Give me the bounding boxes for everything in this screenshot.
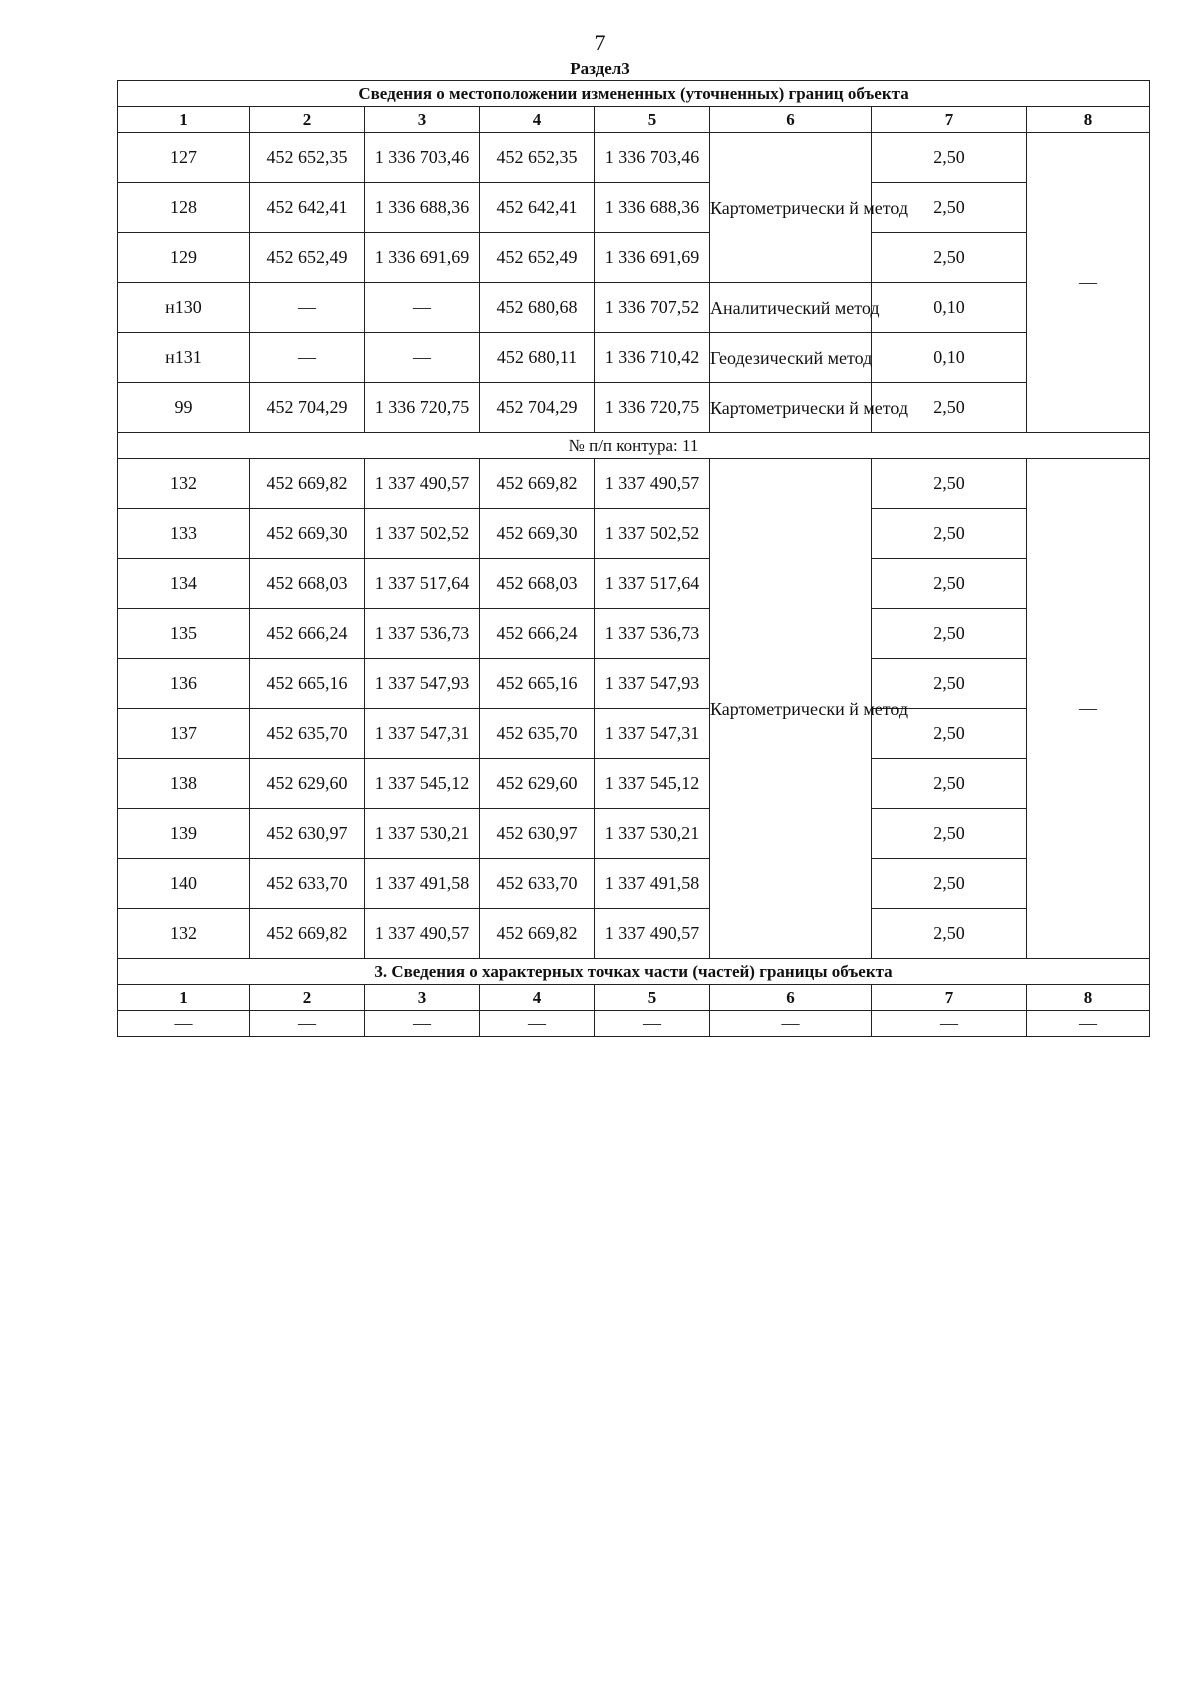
refined-x: 452 665,16 (480, 659, 595, 709)
refined-y: 1 337 536,73 (595, 609, 710, 659)
accuracy: 2,50 (872, 759, 1027, 809)
section3-column-header-8: 8 (1027, 985, 1150, 1011)
existing-x: 452 669,82 (250, 459, 365, 509)
point-number: 132 (118, 459, 250, 509)
table-title-row (118, 81, 1150, 107)
accuracy: 0,10 (872, 333, 1027, 383)
section3-cell-5: — (595, 1011, 710, 1037)
table-row (118, 759, 1150, 809)
accuracy: 2,50 (872, 183, 1027, 233)
method-cell: Картометрически й метод (710, 459, 872, 959)
existing-y: 1 337 545,12 (365, 759, 480, 809)
column-header-1: 1 (118, 107, 250, 133)
column-header-8: 8 (1027, 107, 1150, 133)
refined-y: 1 337 547,31 (595, 709, 710, 759)
accuracy: 2,50 (872, 459, 1027, 509)
accuracy: 2,50 (872, 609, 1027, 659)
refined-y: 1 337 491,58 (595, 859, 710, 909)
refined-x: 452 669,30 (480, 509, 595, 559)
boundary-table (117, 80, 1150, 1037)
point-number: 137 (118, 709, 250, 759)
description-cell: — (1027, 459, 1150, 959)
existing-y: — (365, 283, 480, 333)
section3-cell-6: — (710, 1011, 872, 1037)
refined-y: 1 337 545,12 (595, 759, 710, 809)
column-header-5: 5 (595, 107, 710, 133)
point-number: 139 (118, 809, 250, 859)
column-header-7: 7 (872, 107, 1027, 133)
point-number: 128 (118, 183, 250, 233)
refined-y: 1 337 490,57 (595, 909, 710, 959)
table-row (118, 383, 1150, 433)
table-row (118, 233, 1150, 283)
point-number: 140 (118, 859, 250, 909)
existing-x: 452 630,97 (250, 809, 365, 859)
table-row (118, 659, 1150, 709)
accuracy: 2,50 (872, 809, 1027, 859)
section3-cell-8: — (1027, 1011, 1150, 1037)
table-row (118, 183, 1150, 233)
page-number: 7 (594, 30, 606, 55)
existing-x: — (250, 283, 365, 333)
existing-y: 1 337 491,58 (365, 859, 480, 909)
refined-y: 1 337 547,93 (595, 659, 710, 709)
table-row (118, 133, 1150, 183)
refined-x: 452 704,29 (480, 383, 595, 433)
accuracy: 2,50 (872, 133, 1027, 183)
refined-y: 1 336 703,46 (595, 133, 710, 183)
existing-y: 1 336 703,46 (365, 133, 480, 183)
accuracy: 2,50 (872, 559, 1027, 609)
section3-cell-1: — (118, 1011, 250, 1037)
existing-x: 452 635,70 (250, 709, 365, 759)
existing-y: 1 337 502,52 (365, 509, 480, 559)
existing-y: 1 336 691,69 (365, 233, 480, 283)
refined-y: 1 337 517,64 (595, 559, 710, 609)
description-cell: — (1027, 133, 1150, 433)
existing-y: 1 337 547,31 (365, 709, 480, 759)
section3-row (118, 1011, 1150, 1037)
table-row (118, 509, 1150, 559)
accuracy: 2,50 (872, 233, 1027, 283)
point-number: 138 (118, 759, 250, 809)
existing-x: 452 668,03 (250, 559, 365, 609)
table-row (118, 459, 1150, 509)
refined-y: 1 336 688,36 (595, 183, 710, 233)
refined-y: 1 337 502,52 (595, 509, 710, 559)
refined-x: 452 666,24 (480, 609, 595, 659)
section3-column-header-1: 1 (118, 985, 250, 1011)
existing-y: 1 337 530,21 (365, 809, 480, 859)
existing-x: 452 652,49 (250, 233, 365, 283)
refined-x: 452 652,35 (480, 133, 595, 183)
method-cell: Геодезический метод (710, 333, 872, 383)
refined-x: 452 668,03 (480, 559, 595, 609)
existing-y: 1 337 490,57 (365, 459, 480, 509)
section3-cell-2: — (250, 1011, 365, 1037)
existing-y: — (365, 333, 480, 383)
refined-x: 452 680,68 (480, 283, 595, 333)
existing-y: 1 337 536,73 (365, 609, 480, 659)
refined-y: 1 337 530,21 (595, 809, 710, 859)
point-number: 134 (118, 559, 250, 609)
section3-title: 3. Сведения о характерных точках части (частей) границы объекта (118, 959, 1150, 985)
refined-x: 452 669,82 (480, 909, 595, 959)
refined-x: 452 635,70 (480, 709, 595, 759)
accuracy: 2,50 (872, 509, 1027, 559)
existing-x: 452 704,29 (250, 383, 365, 433)
refined-x: 452 642,41 (480, 183, 595, 233)
section3-column-header-5: 5 (595, 985, 710, 1011)
column-header-row (118, 107, 1150, 133)
point-number: 136 (118, 659, 250, 709)
existing-x: 452 665,16 (250, 659, 365, 709)
table-row (118, 709, 1150, 759)
refined-x: 452 669,82 (480, 459, 595, 509)
table-row (118, 909, 1150, 959)
refined-x: 452 652,49 (480, 233, 595, 283)
existing-y: 1 336 688,36 (365, 183, 480, 233)
point-number: 135 (118, 609, 250, 659)
existing-x: 452 629,60 (250, 759, 365, 809)
section-title: Раздел3 (570, 59, 630, 78)
section3-column-header-4: 4 (480, 985, 595, 1011)
existing-x: 452 642,41 (250, 183, 365, 233)
point-number: 133 (118, 509, 250, 559)
column-header-2: 2 (250, 107, 365, 133)
section3-column-header-2: 2 (250, 985, 365, 1011)
accuracy: 2,50 (872, 659, 1027, 709)
table-row (118, 283, 1150, 333)
column-header-3: 3 (365, 107, 480, 133)
table-title: Сведения о местоположении измененных (уточненных) границ объекта (118, 81, 1150, 107)
method-cell: Картометрически й метод (710, 133, 872, 283)
accuracy: 2,50 (872, 859, 1027, 909)
section3-column-header-row (118, 985, 1150, 1011)
table-row (118, 859, 1150, 909)
accuracy: 0,10 (872, 283, 1027, 333)
refined-y: 1 336 707,52 (595, 283, 710, 333)
existing-x: 452 669,30 (250, 509, 365, 559)
existing-x: 452 666,24 (250, 609, 365, 659)
existing-y: 1 337 517,64 (365, 559, 480, 609)
point-number: 132 (118, 909, 250, 959)
section3-cell-4: — (480, 1011, 595, 1037)
point-number: 129 (118, 233, 250, 283)
existing-x: — (250, 333, 365, 383)
column-header-6: 6 (710, 107, 872, 133)
section3-column-header-6: 6 (710, 985, 872, 1011)
refined-y: 1 336 710,42 (595, 333, 710, 383)
column-header-4: 4 (480, 107, 595, 133)
accuracy: 2,50 (872, 383, 1027, 433)
refined-y: 1 336 691,69 (595, 233, 710, 283)
existing-x: 452 633,70 (250, 859, 365, 909)
section3-cell-7: — (872, 1011, 1027, 1037)
existing-x: 452 652,35 (250, 133, 365, 183)
point-number: н130 (118, 283, 250, 333)
method-cell: Аналитический метод (710, 283, 872, 333)
refined-x: 452 630,97 (480, 809, 595, 859)
accuracy: 2,50 (872, 909, 1027, 959)
existing-y: 1 336 720,75 (365, 383, 480, 433)
existing-y: 1 337 547,93 (365, 659, 480, 709)
accuracy: 2,50 (872, 709, 1027, 759)
table-row (118, 609, 1150, 659)
contour-row (118, 433, 1150, 459)
existing-y: 1 337 490,57 (365, 909, 480, 959)
table-row (118, 333, 1150, 383)
section3-title-row (118, 959, 1150, 985)
refined-y: 1 337 490,57 (595, 459, 710, 509)
refined-y: 1 336 720,75 (595, 383, 710, 433)
existing-x: 452 669,82 (250, 909, 365, 959)
section3-column-header-3: 3 (365, 985, 480, 1011)
refined-x: 452 629,60 (480, 759, 595, 809)
table-row (118, 809, 1150, 859)
point-number: 127 (118, 133, 250, 183)
method-cell: Картометрически й метод (710, 383, 872, 433)
refined-x: 452 633,70 (480, 859, 595, 909)
point-number: н131 (118, 333, 250, 383)
contour-label: № п/п контура: 11 (118, 433, 1150, 459)
table-row (118, 559, 1150, 609)
section3-cell-3: — (365, 1011, 480, 1037)
refined-x: 452 680,11 (480, 333, 595, 383)
point-number: 99 (118, 383, 250, 433)
section3-column-header-7: 7 (872, 985, 1027, 1011)
